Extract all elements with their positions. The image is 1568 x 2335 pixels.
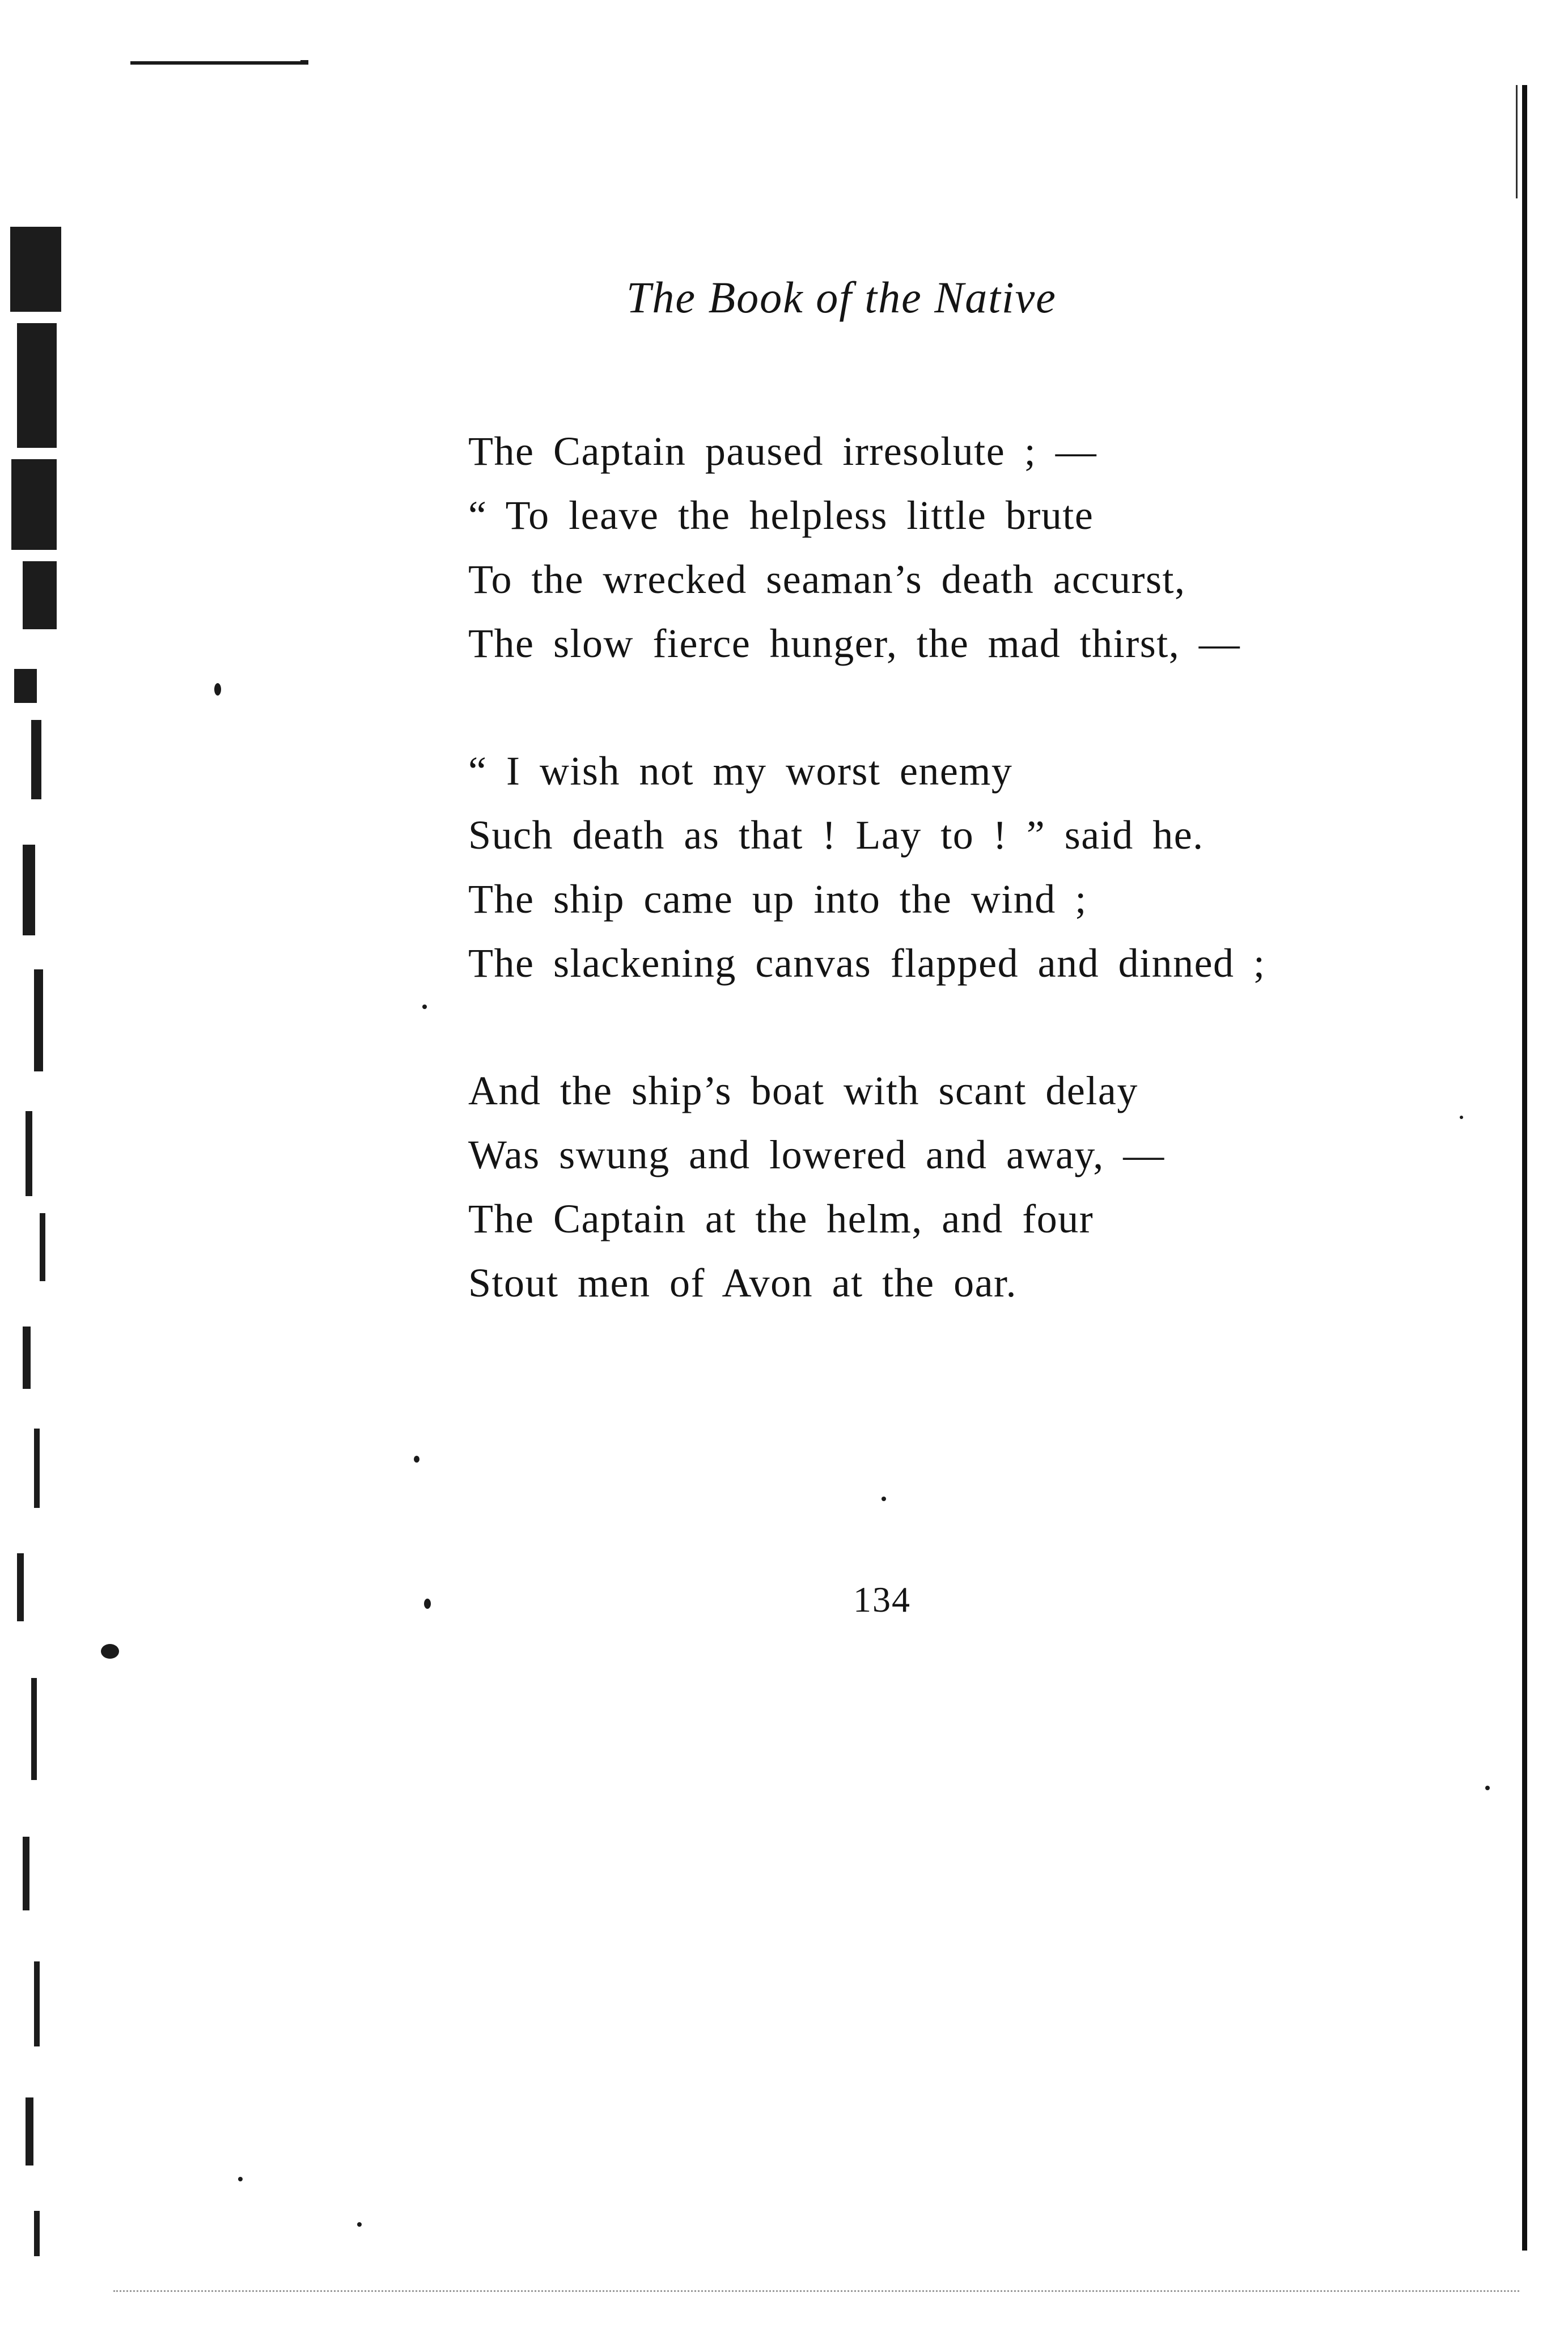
verse-line: Was swung and lowered and away, — xyxy=(468,1132,1165,1177)
verse-line: The slackening canvas flapped and dinned ; xyxy=(468,940,1266,986)
top-edge-rule-tail xyxy=(300,60,308,65)
verse-line: Such death as that ! Lay to ! ” said he. xyxy=(468,812,1204,858)
verse-line: The ship came up into the wind ; xyxy=(468,876,1087,922)
right-page-edge xyxy=(1522,85,1527,2251)
stanza-3 xyxy=(468,1059,1432,1315)
running-head: The Book of the Native xyxy=(626,273,1057,322)
verse-line: And the ship’s boat with scant delay xyxy=(468,1068,1138,1113)
scan-speck xyxy=(414,1456,419,1463)
scan-speck xyxy=(1460,1116,1463,1119)
right-edge-thin-line xyxy=(1516,85,1518,198)
scan-speck xyxy=(424,1599,431,1609)
top-edge-rule xyxy=(130,61,300,65)
scan-speck xyxy=(357,2222,362,2227)
scan-speck xyxy=(882,1497,886,1501)
scan-speck xyxy=(422,1005,427,1009)
verse-line: To the wrecked seaman’s death accurst, xyxy=(468,557,1186,602)
stanza-2 xyxy=(468,739,1432,995)
verse-line: The Captain at the helm, and four xyxy=(468,1196,1094,1241)
poem-body xyxy=(468,419,1432,1379)
verse-line: “ To leave the helpless little brute xyxy=(468,493,1094,538)
stanza-1 xyxy=(468,419,1432,676)
scan-speck xyxy=(214,683,221,696)
scan-speck xyxy=(101,1644,119,1659)
scan-speck xyxy=(1485,1786,1490,1790)
bottom-page-edge xyxy=(113,2290,1519,2294)
left-binding-edge xyxy=(0,215,91,2256)
verse-line: “ I wish not my worst enemy xyxy=(468,748,1013,794)
page-number: 134 xyxy=(853,1579,911,1620)
verse-line: The slow fierce hunger, the mad thirst, — xyxy=(468,621,1241,666)
scan-speck xyxy=(238,2177,243,2181)
verse-line: The Captain paused irresolute ; — xyxy=(468,429,1097,474)
verse-line: Stout men of Avon at the oar. xyxy=(468,1260,1018,1306)
